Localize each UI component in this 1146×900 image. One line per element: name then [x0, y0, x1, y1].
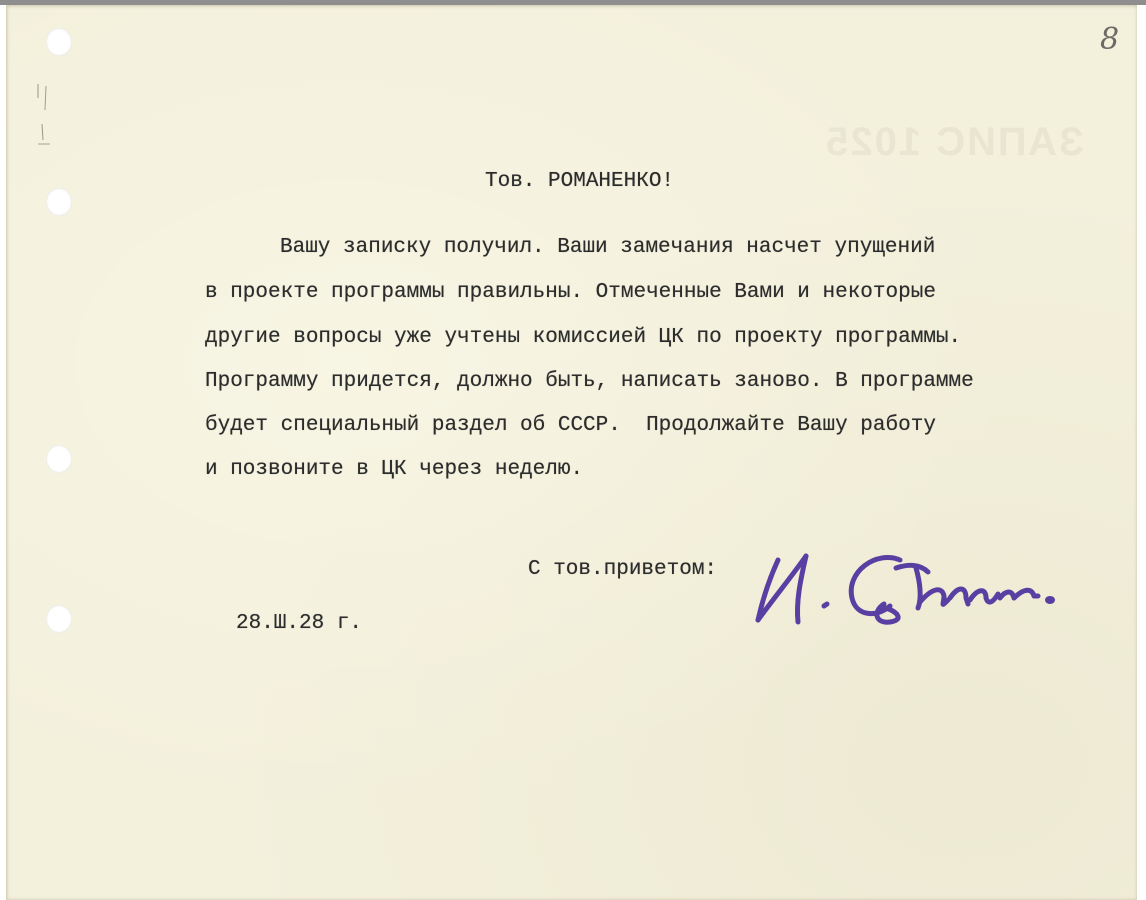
punch-hole-2: [46, 188, 72, 216]
bleed-through-stamp: ЗАПИС 1025: [824, 120, 1084, 164]
letter-date: 28.Ш.28 г.: [236, 612, 363, 635]
page-number: 8: [1100, 22, 1120, 57]
body-line-5: будет специальный раздел об СССР. Продолжайте Вашу работу: [205, 414, 936, 437]
punch-hole-1: [46, 28, 72, 56]
body-line-4: Программу придется, должно быть, написать заново. В программе: [205, 370, 974, 393]
body-line-6: и позвоните в ЦК через неделю.: [205, 458, 584, 481]
margin-pencil-marks: [34, 80, 54, 160]
body-line-1: Вашу записку получил. Ваши замечания насчет упущений: [280, 236, 936, 259]
body-line-2: в проекте программы правильны. Отмеченные Вами и некоторые: [205, 281, 936, 304]
punch-hole-3: [46, 445, 72, 473]
closing-phrase: С тов.приветом:: [528, 558, 718, 581]
salutation: Тов. РОМАНЕНКО!: [485, 170, 675, 193]
punch-hole-4: [46, 605, 72, 633]
handwritten-signature: [748, 542, 1068, 632]
body-line-3: другие вопросы уже учтены комиссией ЦК по проекту программы.: [205, 326, 962, 349]
